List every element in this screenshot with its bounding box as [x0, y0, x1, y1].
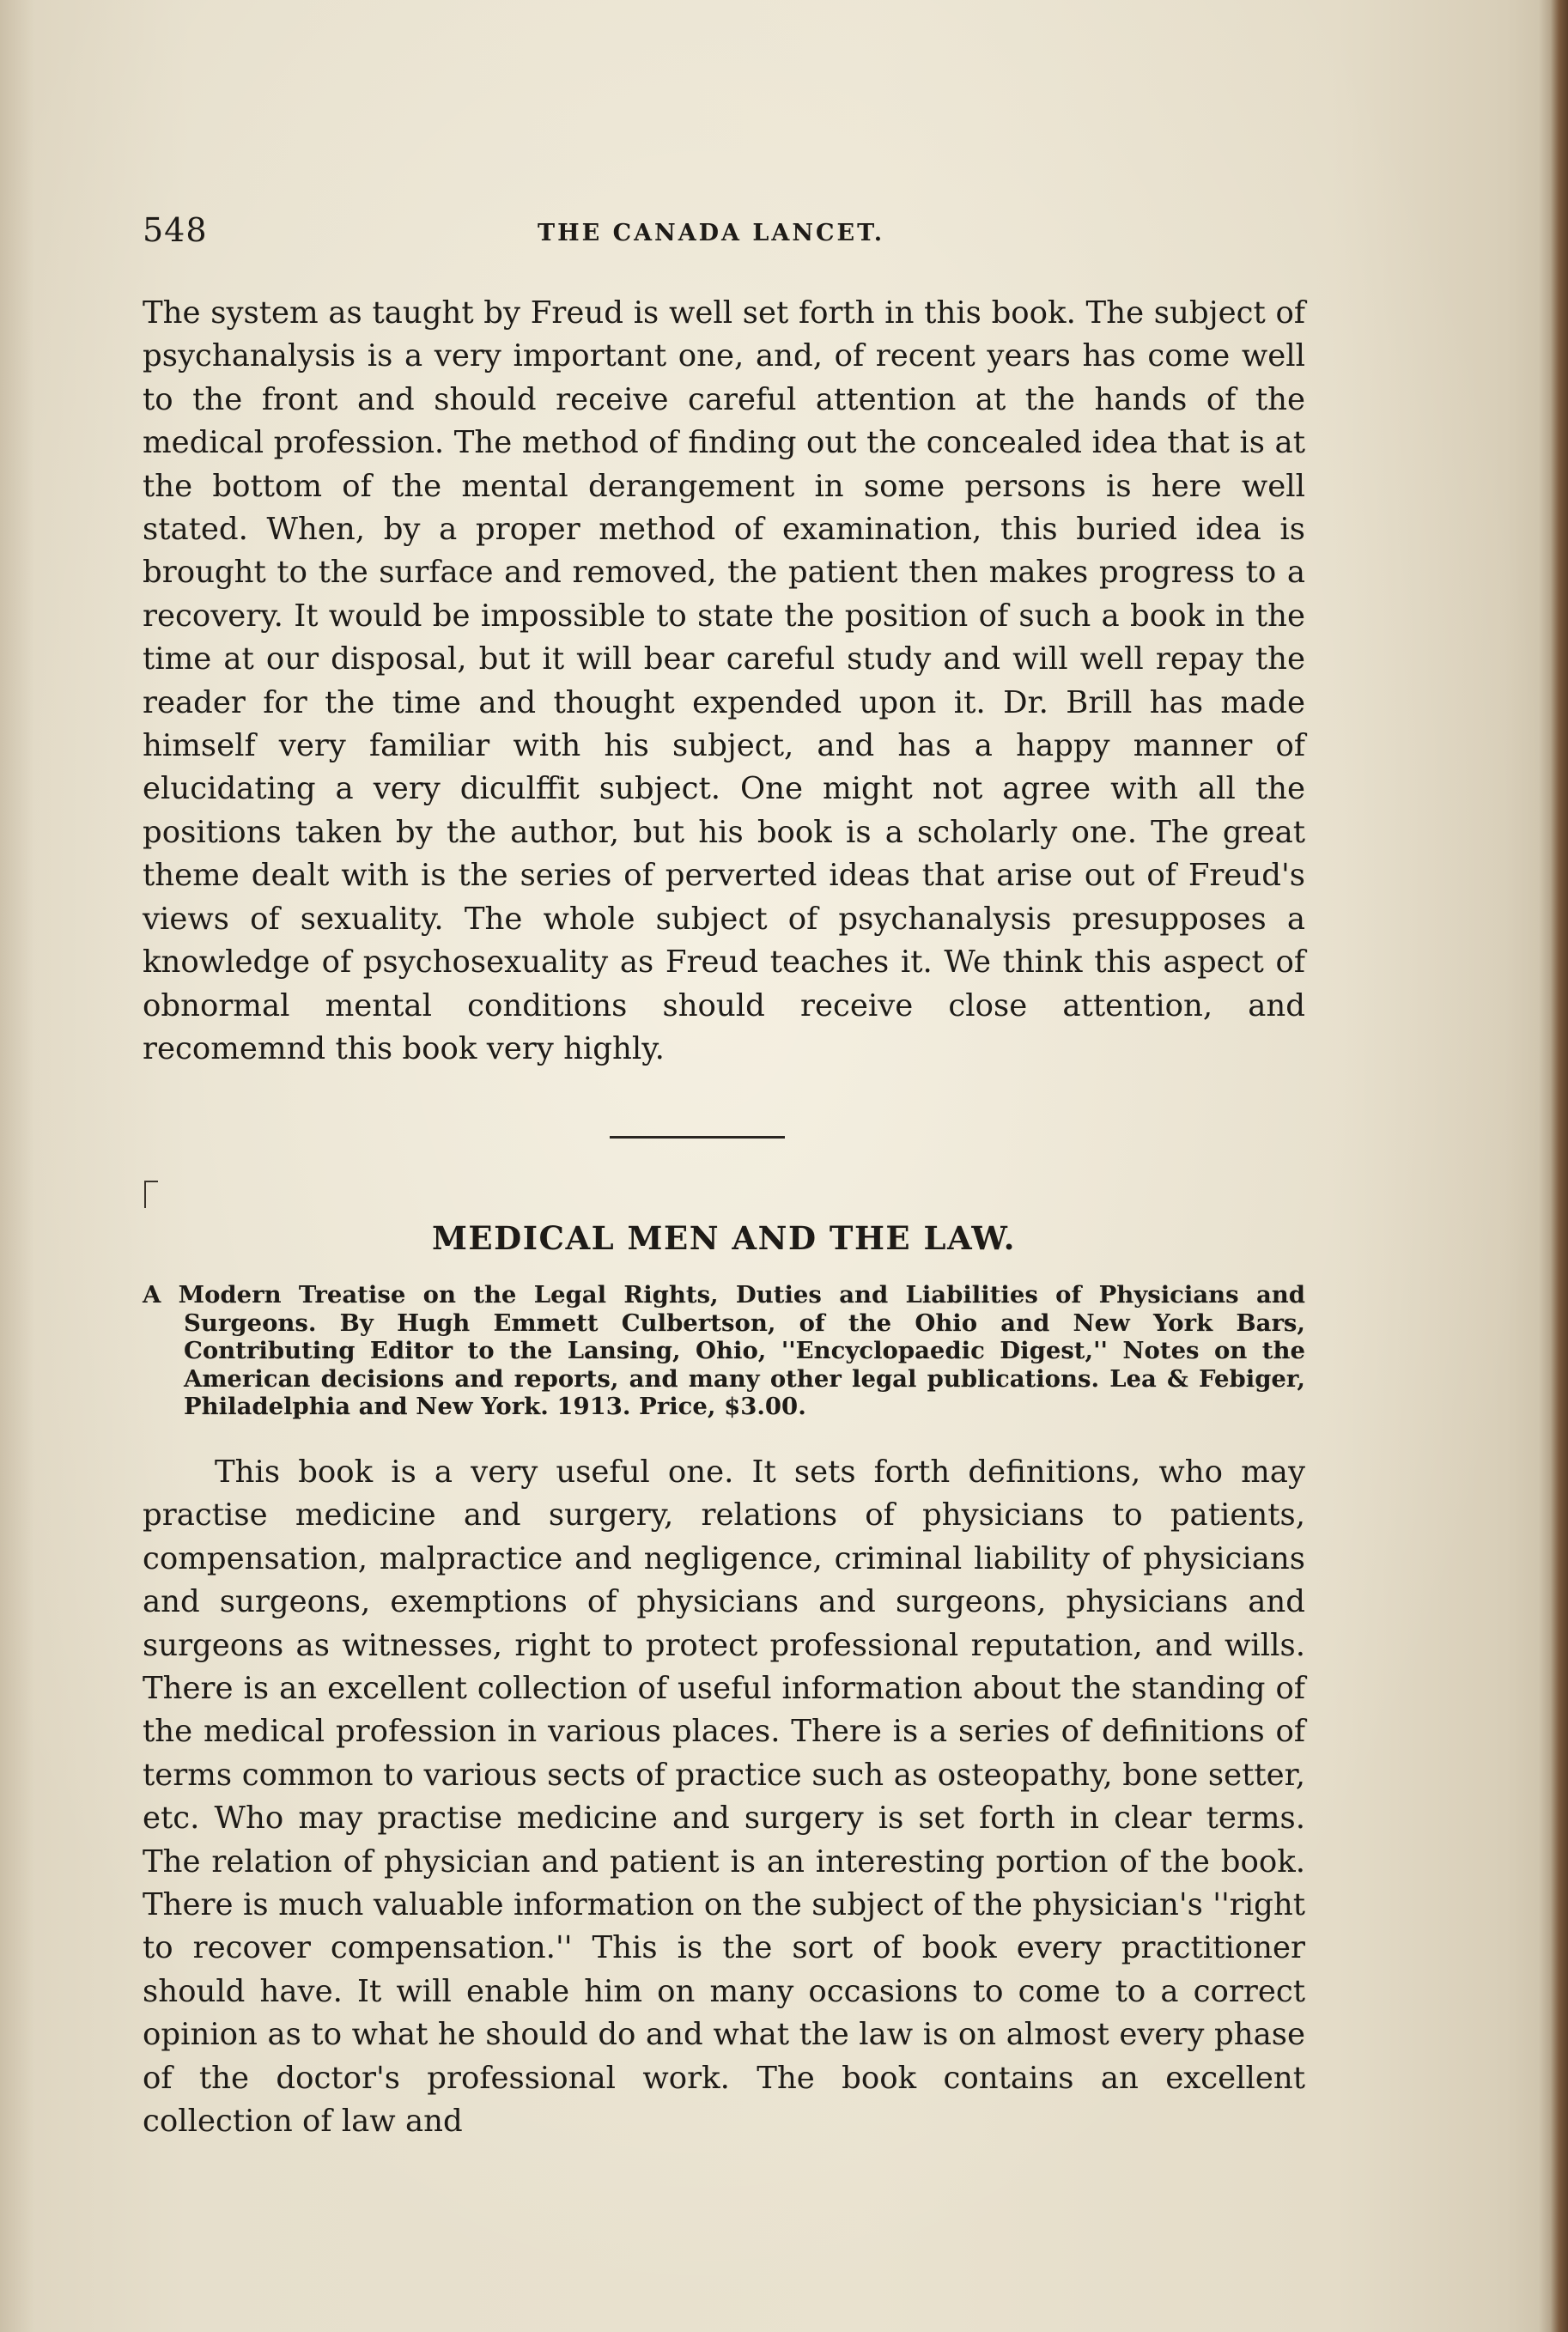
running-head: THE CANADA LANCET. — [538, 220, 885, 246]
page-edge — [1539, 0, 1568, 2332]
book-citation: A Modern Treatise on the Legal Rights, Duties and Liabilities of Physicians and Surgeons. By Hugh Emmett Culbertson, of the Ohio and New York Bars, Contributing Editor to the Lansing, Ohio, ''Encyclopaedic Digest,'' Notes on the American decisions and reports, and many other legal publications. Lea & Febiger, Philadelphia and New York. 1913. Price, $3.00. — [143, 1281, 1305, 1420]
section-divider — [610, 1136, 785, 1139]
corner-mark — [144, 1181, 158, 1208]
page-number: 548 — [143, 211, 208, 249]
binding-shadow — [0, 0, 34, 2332]
section-title: MEDICAL MEN AND THE LAW. — [431, 1219, 1017, 1257]
review-one-body: The system as taught by Freud is well set forth in this book. The subject of psychanalysis is a very important one, and, of recent years has come well to the front and should receive careful attention at the hands of the medical profession. The method of finding out the concealed idea that is at the bottom of the mental derangement in some persons is here well stated. When, by a proper method of examination, this buried idea is brought to the surface and removed, the patient then makes progress to a recovery. It would be impossible to state the position of such a book in the time at our disposal, but it will bear careful study and will well repay the reader for the time and thought expended upon it. Dr. Brill has made himself very familiar with his subject, and has a happy manner of elucidating a very diculffit subject. One might not agree with all the positions taken by the author, but his book is a scholarly one. The great theme dealt with is the series of perverted ideas that arise out of Freud's views of sexuality. The whole subject of psychanalysis presupposes a knowledge of psychosexuality as Freud teaches it. We think this aspect of obnormal mental conditions should receive close attention, and recomemnd this book very highly. — [143, 295, 1305, 1066]
page-header — [143, 211, 1310, 254]
review-two-body: This book is a very useful one. It sets forth definitions, who may practise medicine and surgery, relations of physicians to patients, compensation, malpractice and negligence, criminal liability of physicians and surgeons, exemptions of physicians and surgeons, physicians and surgeons as witnesses, right to protect professional reputation, and wills. There is an excellent collection of useful information about the standing of the medical profession in various places. There is a series of definitions of terms common to various sects of practice such as osteopathy, bone setter, etc. Who may practise medicine and surgery is set forth in clear terms. The relation of physician and patient is an interesting portion of the book. There is much valuable information on the subject of the physician's ''right to recover compensation.'' This is the sort of book every practitioner should have. It will enable him on many occasions to come to a correct opinion as to what he should do and what the law is on almost every phase of the doctor's professional work. The book contains an excellent collection of law and — [143, 1454, 1305, 2140]
